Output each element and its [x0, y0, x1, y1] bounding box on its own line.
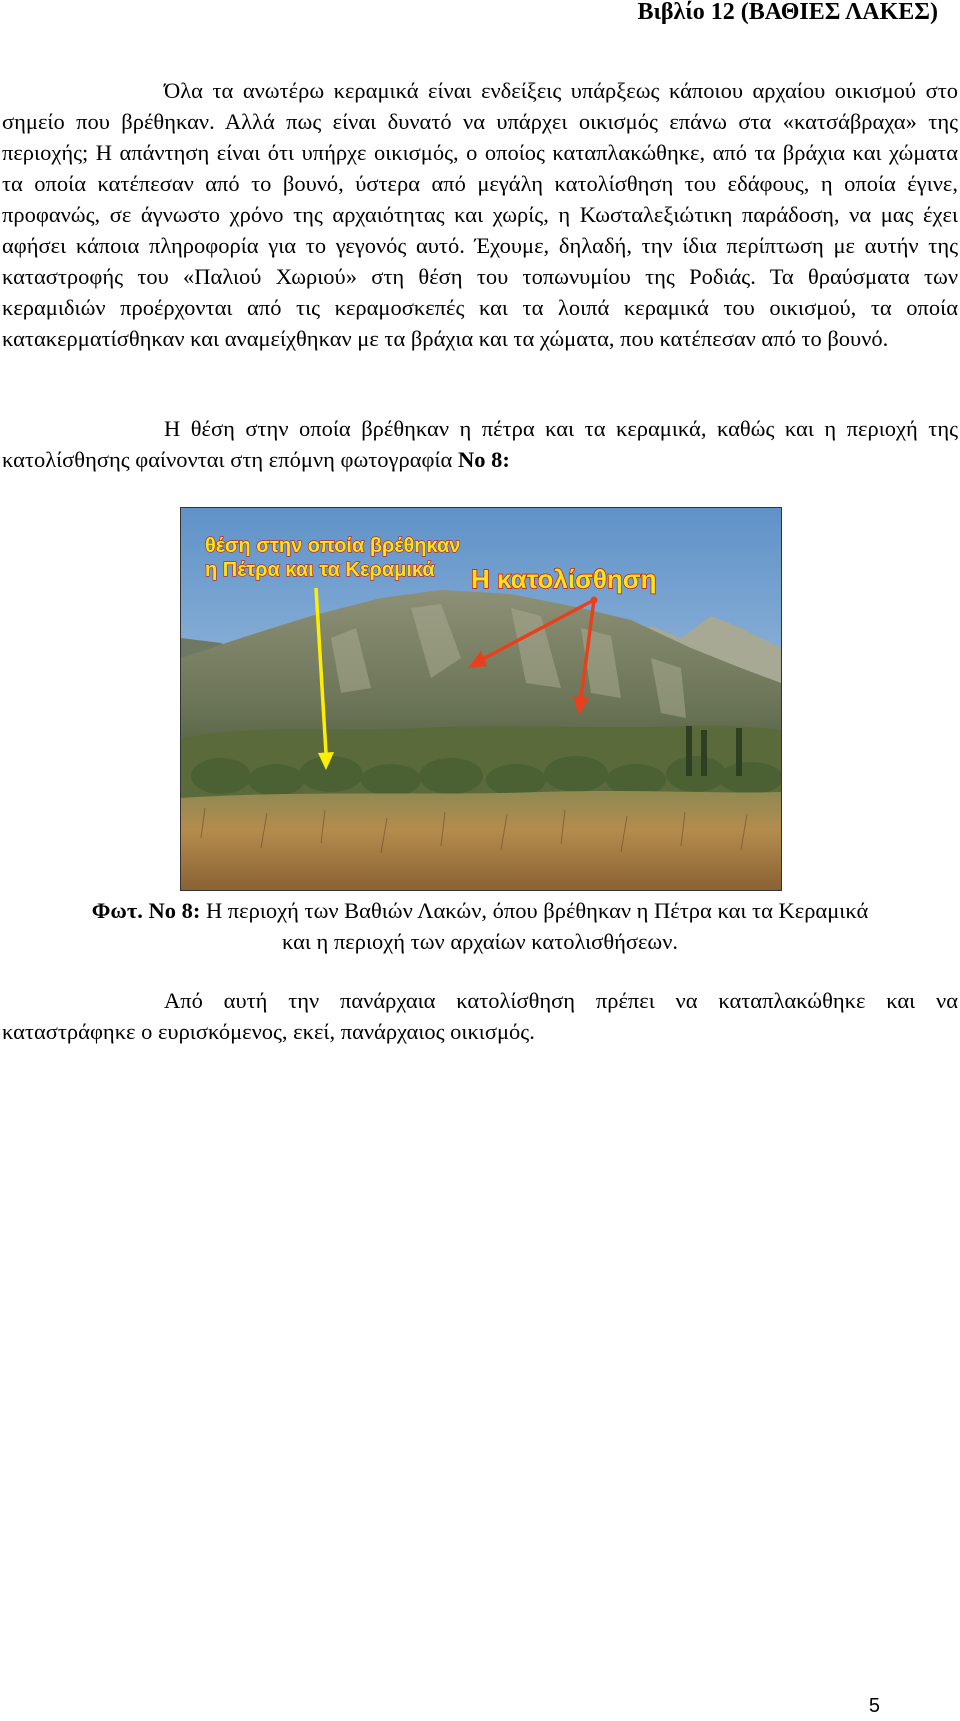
landslide-label: Η κατολίσθηση: [471, 564, 657, 594]
page-number: 5: [868, 1695, 880, 1717]
paragraph-3: [2, 985, 958, 1047]
page-header: Βιβλίο 12 (ΒΑΘΙΕΣ ΛΑΚΕΣ): [637, 0, 938, 25]
photo-reference: Νο 8:: [457, 447, 510, 472]
paragraph-1-text: Όλα τα ανωτέρω κεραμικά είναι ενδείξεις υπάρξεως κάποιου αρχαίου οικισμού στο σημείο που βρέθηκαν. Αλλά πως είναι δυνατό να υπάρχει οικισμός επάνω στα «κατσάβραχα» της περιοχής; Η απάντηση είναι ότι υπήρχε οικισμός, ο οποίος καταπλακώθηκε, από τα βράχια και χώματα τα οποία κατέπεσαν από το βουνό, ύστερα από μεγάλη κατολίσθηση του εδάφους, η οποία έγινε, προφανώς, σε άγνωστο χρόνο της αρχαιότητας και χωρίς, η Κωσταλεξιώτικη παράδοση, να μας έχει αφήσει κάποια πληροφορία για το γεγονός αυτό. Έχουμε, δηλαδή, την ίδια περίπτωση με αυτήν της καταστροφής του «Παλιού Χωριού» στη θέση του τοπωνυμίου της Ροδιάς. Τα θραύσματα των κεραμιδιών προέρχονται από τις κεραμοσκεπές και τα λοιπά κεραμικά του οικισμού, τα οποία κατακερματίσθηκαν και αναμείχθηκαν με τα βράχια και τα χώματα, που κατέπεσαν από το βουνό.: [2, 78, 958, 351]
dry-field: [181, 791, 781, 890]
caption-text-1: Η περιοχή των Βαθιών Λακών, όπου βρέθηκαν η Πέτρα και τα Κεραμικά: [200, 898, 869, 923]
caption-line-1: [0, 895, 960, 926]
paragraph-2-text: [2, 413, 958, 475]
location-label-line1: θέση στην οποία βρέθηκαν: [205, 535, 461, 557]
landslide-photo: [180, 507, 782, 891]
location-label-line2: η Πέτρα και τα Κεραμικά: [205, 559, 435, 581]
caption-line-2: και η περιοχή των αρχαίων κατολισθήσεων.: [281, 929, 679, 954]
photo-caption: [0, 895, 960, 957]
paragraph-1: [2, 75, 958, 354]
paragraph-2: [2, 413, 958, 475]
caption-label: Φωτ. Νο 8:: [91, 898, 201, 923]
paragraph-3-text: Από αυτή την πανάρχαια κατολίσθηση πρέπει να καταπλακώθηκε και να καταστράφηκε ο ευρισκόμενος, εκεί, πανάρχαιος οικισμός.: [2, 988, 958, 1044]
paragraph-2-body: Η θέση στην οποία βρέθηκαν η πέτρα και τα κεραμικά, καθώς και η περιοχή της κατολίσθησης φαίνονται στη επόμνη φωτογραφία: [2, 416, 958, 472]
